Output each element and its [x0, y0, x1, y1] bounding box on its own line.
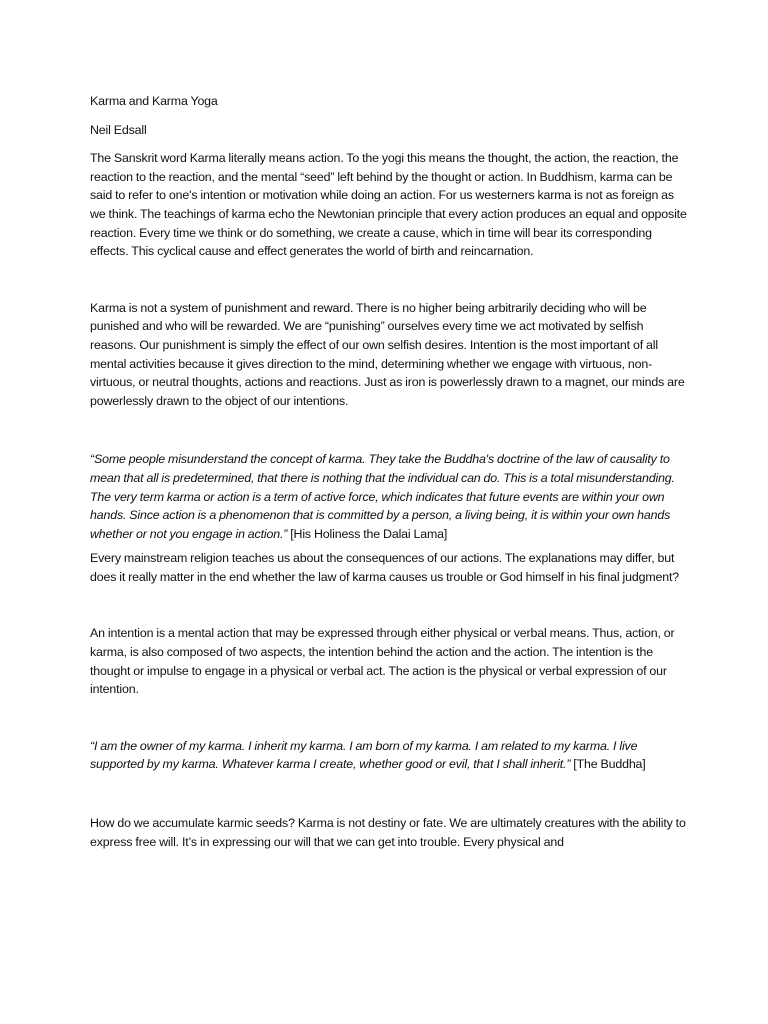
- document-author: Neil Edsall: [90, 122, 147, 137]
- quote-dalai-lama-text: “Some people misunderstand the concept of karma. They take the Buddha's doctrine of the law of causality to mean that all is predetermined, that there is nothing that the individual can do. This is a total misunderstanding. The very term karma or action is a term of active force, which indicates that future events are within your own hands. Since action is a phenomenon that is committed by a person, a living being, it is within your own hands whether or not you engage in action.”: [90, 452, 675, 541]
- paragraph-religion: Every mainstream religion teaches us about the consequences of our actions. The explanations may differ, but does it really matter in the end whether the law of karma causes us trouble or God himself in his final judgment?: [90, 551, 680, 584]
- paragraph-punishment-reward: Karma is not a system of punishment and reward. There is no higher being arbitrarily deciding who will be punished and who will be rewarded. We are “punishing” ourselves every time we act motivated by selfish reasons. Our punishment is simply the effect of our own selfish desires. Intention is the most important of all mental activities because it gives direction to the mind, determining whether we engage with virtuous, non-virtuous, or neutral thoughts, actions and reactions. Just as iron is powerlessly drawn to a magnet, our minds are powerlessly drawn to the object of our intentions.: [90, 300, 685, 408]
- paragraph-intention: An intention is a mental action that may be expressed through either physical or verbal means. Thus, action, or karma, is also composed of two aspects, the intention behind the action and the action. The intention is the thought or impulse to engage in a physical or verbal act. The action is the physical or verbal expression of our intention.: [90, 626, 675, 697]
- quote-buddha-text: “I am the owner of my karma. I inherit my karma. I am born of my karma. I am related to my karma. I live supported by my karma. Whatever karma I create, whether good or evil, that I shall inherit.”: [90, 738, 638, 772]
- document-page: [90, 92, 690, 851]
- paragraph-karmic-seeds: How do we accumulate karmic seeds? Karma is not destiny or fate. We are ultimately creatures with the ability to express free will. It’s in expressing our will that we can get into trouble. Every physical and: [90, 816, 686, 849]
- document-title: Karma and Karma Yoga: [90, 94, 218, 108]
- quote-buddha: [90, 737, 690, 774]
- quote-dalai-lama-attribution: [His Holiness the Dalai Lama]: [287, 526, 448, 541]
- quote-dalai-lama: [90, 450, 690, 543]
- quote-buddha-attribution: [The Buddha]: [570, 757, 646, 772]
- paragraph-karma-definition: The Sanskrit word Karma literally means action. To the yogi this means the thought, the action, the reaction, the reaction to the reaction, and the mental “seed” left behind by the thought or action. In Buddhism, karma can be said to refer to one's intention or motivation while doing an action. For us westerners karma is not as foreign as we think. The teachings of karma echo the Newtonian principle that every action produces an equal and opposite reaction. Every time we think or do something, we create a cause, which in time will bear its corresponding effects. This cyclical cause and effect generates the world of birth and reincarnation.: [90, 151, 687, 259]
